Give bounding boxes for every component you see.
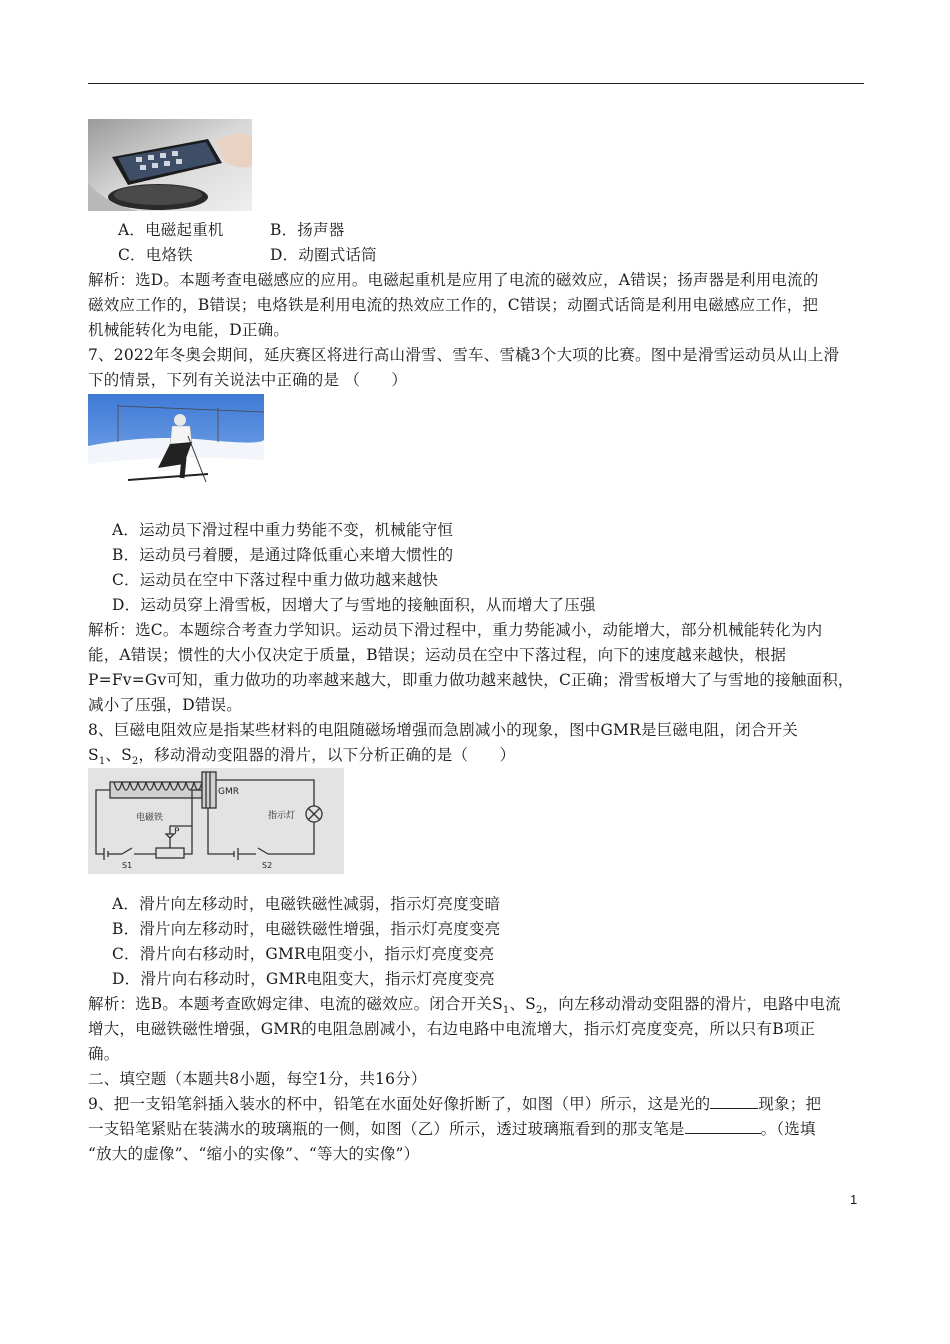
page-number: 1 <box>850 1192 858 1207</box>
header-rule <box>88 83 864 84</box>
q8-stem-line: 8、巨磁电阻效应是指某些材料的电阻随磁场增强而急剧减小的现象，图中GMR是巨磁电阻，闭合开关 <box>88 721 798 739</box>
q9-blank-2[interactable] <box>685 1119 761 1134</box>
gmr-circuit-figure <box>88 768 344 874</box>
q7-analysis-line: P=Fv=Gv可知，重力做功的功率越来越大，即重力做功越来越快，C正确；滑雪板增大了与雪地的接触面积， <box>88 671 854 689</box>
q6-analysis-line: 解析：选D。本题考查电磁感应的应用。电磁起重机是应用了电流的磁效应，A错误；扬声器是利用电流的 <box>88 271 819 289</box>
q6-option-b: B．扬声器 <box>270 221 345 239</box>
q7-analysis-line: 能，A错误；惯性的大小仅决定于质量，B错误；运动员在空中下落过程，向下的速度越来越快，根据 <box>88 646 787 664</box>
q6-option-c: C．电烙铁 <box>118 246 193 264</box>
q9-line: “放大的虚像”、“缩小的实像”、“等大的实像”） <box>88 1145 420 1163</box>
q7-analysis-line: 解析：选C。本题综合考查力学知识。运动员下滑过程中，重力势能减小，动能增大，部分机械能转化为内 <box>88 621 823 639</box>
q9-blank-1[interactable] <box>710 1094 758 1109</box>
q6-analysis-line: 磁效应工作的，B错误；电烙铁是利用电流的热效应工作的，C错误；动圈式话筒是利用电磁感应工作，把 <box>88 296 819 314</box>
slider-label: P <box>174 827 180 837</box>
switch2-label: S2 <box>262 861 273 870</box>
lamp-label: 指示灯 <box>268 811 296 821</box>
q6-option-a: A．电磁起重机 <box>118 221 224 239</box>
q8-option: C．滑片向右移动时，GMR电阻变小，指示灯亮度变亮 <box>112 945 495 963</box>
q6-analysis-line: 机械能转化为电能，D正确。 <box>88 321 290 339</box>
q7-option: C．运动员在空中下落过程中重力做功越来越快 <box>112 571 439 589</box>
switch1-label: S1 <box>122 861 133 870</box>
q7-option: A．运动员下滑过程中重力势能不变，机械能守恒 <box>112 521 454 539</box>
q8-option: D．滑片向右移动时，GMR电阻变大，指示灯亮度变亮 <box>112 970 495 988</box>
gmr-label: GMR <box>218 787 239 797</box>
electromagnet-label: 电磁铁 <box>136 813 164 823</box>
q8-stem-line: $S_1$、$S_2$，移动滑动变阻器的滑片，以下分析正确的是（ ） <box>88 746 516 768</box>
q8-analysis-line: 确。 <box>88 1045 120 1063</box>
q8-analysis-line: 增大，电磁铁磁性增强，GMR的电阻急剧减小，右边电路中电流增大，指示灯亮度变亮，所以只有B项正 <box>88 1020 816 1038</box>
skier-figure <box>88 394 264 506</box>
q7-option: D．运动员穿上滑雪板，因增大了与雪地的接触面积，从而增大了压强 <box>112 596 596 614</box>
wireless-charger-figure <box>88 119 252 211</box>
q8-option: B．滑片向左移动时，电磁铁磁性增强，指示灯亮度变亮 <box>112 920 501 938</box>
q8-option: A．滑片向左移动时，电磁铁磁性减弱，指示灯亮度变暗 <box>112 895 501 913</box>
q7-option: B．运动员弓着腰，是通过降低重心来增大惯性的 <box>112 546 454 564</box>
q9-line: 9、把一支铅笔斜插入装水的杯中，铅笔在水面处好像折断了，如图（甲）所示，这是光的 现象；把 <box>88 1095 822 1113</box>
q7-stem-line: 7、2022年冬奥会期间，延庆赛区将进行高山滑雪、雪车、雪橇3个大项的比赛。图中是滑雪运动员从山上滑 <box>88 346 840 364</box>
q9-line: 一支铅笔紧贴在装满水的玻璃瓶的一侧，如图（乙）所示，透过玻璃瓶看到的那支笔是 。（选填 <box>88 1120 816 1138</box>
section-heading: 二、填空题（本题共8小题，每空1分，共16分） <box>88 1070 427 1088</box>
q7-stem-line: 下的情景，下列有关说法中正确的是 （ ） <box>88 371 408 389</box>
q6-option-d: D．动圈式话筒 <box>270 246 377 264</box>
q7-analysis-line: 减小了压强，D错误。 <box>88 696 242 714</box>
q8-analysis-line: 解析：选B。本题考查欧姆定律、电流的磁效应。闭合开关$S_1$、$S_2$，向左移动滑动变阻器的滑片，电路中电流 <box>88 995 841 1017</box>
